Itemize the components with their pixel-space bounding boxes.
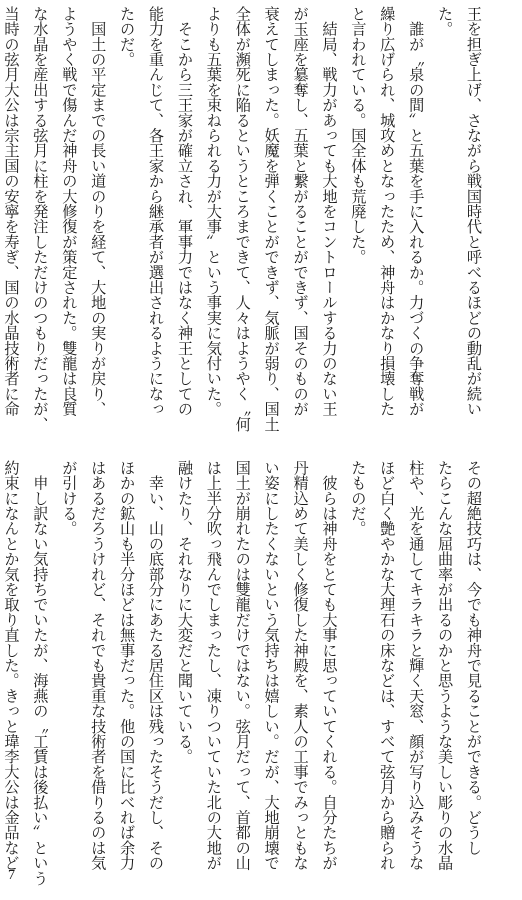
text-column: が引ける。 bbox=[60, 460, 79, 536]
text-column: よりも五葉を束ねられる力が大事〟という事実に気付いた。 bbox=[204, 6, 223, 417]
text-column: ようやく戦で傷んだ神舟の大修復が策定された。雙龍は良質 bbox=[60, 6, 79, 417]
text-column: 国土が崩れたのは雙龍だけではない。弦月だって、首都の山 bbox=[233, 460, 252, 871]
text-column: が玉座を簒奪し、五葉と繋がることができず、国そのものが bbox=[291, 6, 310, 417]
text-column: 丹精込めて美しく修復した神殿を、素人の工事でみっともな bbox=[291, 460, 310, 871]
text-column: はあるだろうけれど、それでも貴重な技術者を借りるのは気 bbox=[89, 460, 108, 871]
text-column: い姿にしたくないという気持ちは嬉しい。だが、大地崩壊で bbox=[262, 460, 281, 871]
text-column: 彼らは神舟をとても大事に思っていてくれる。自分たちが bbox=[320, 460, 339, 871]
text-column: たらこんな屈曲率が出るのかと思うような美しい彫りの水晶 bbox=[436, 460, 455, 871]
text-column: な水晶を産出する弦月に柱を発注しただけのつもりだったが、 bbox=[31, 6, 50, 432]
page-number: 7 bbox=[8, 868, 15, 883]
text-column: 結局、戦力があっても大地をコントロールする力のない王 bbox=[320, 6, 339, 417]
lower-text-block bbox=[2, 460, 488, 886]
text-column: その超絶技巧は、今でも神舟で見ることができる。どうし bbox=[465, 460, 483, 856]
text-column: 王を担ぎ上げ、さながら戦国時代と呼べるほどの動乱が続い bbox=[465, 6, 483, 417]
text-column: と言われている。国全体も荒廃した。 bbox=[349, 6, 368, 265]
text-column: 当時の弦月大公は宗主国の安寧を寿ぎ、国の水晶技術者に命 bbox=[2, 6, 21, 417]
text-column: 国土の平定までの長い道のりを経て、大地の実りが戻り、 bbox=[89, 6, 108, 417]
text-column: たものだ。 bbox=[349, 460, 368, 536]
text-column: 幸い、山の底部分にあたる居住区は残ったそうだし、その bbox=[147, 460, 166, 871]
text-column: 約束になんとか気を取り直した。きっと瑋李大公は金品など bbox=[2, 460, 21, 871]
text-column: は上半分吹っ飛んでしまったし、凍りついていた北の大地が bbox=[204, 460, 223, 871]
text-column: 融けたり、それなりに大変だと聞いている。 bbox=[175, 460, 194, 764]
text-column: 誰が〝泉の間〟と五葉を手に入れるか。力づくの争奪戦が bbox=[407, 6, 426, 417]
text-column: 衰えてしまった。妖魔を弾くことができず、気脈が弱り、国土 bbox=[262, 6, 281, 432]
text-column: たのだ。 bbox=[118, 6, 137, 67]
text-column: そこから三王家が確立され、軍事力ではなく神王としての bbox=[175, 6, 194, 417]
text-column: 申し訳ない気持ちでいたが、海燕の〝工賃は後払い〟という bbox=[31, 460, 50, 886]
text-column: ほかの鉱山も半分ほどは無事だった。他の国に比べれば余力 bbox=[118, 460, 137, 871]
text-column: 柱や、光を通してキラキラと輝く天窓、顔が写り込みそうな bbox=[407, 460, 426, 871]
text-column: 全体が瀕死に陥るというところまできて、人々はようやく〝何 bbox=[233, 6, 252, 432]
text-column: 繰り広げられ、城攻めとなったため、神舟はかなり損壊した bbox=[378, 6, 397, 417]
upper-text-block bbox=[2, 6, 488, 432]
text-column: た。 bbox=[436, 6, 455, 37]
text-column: ほど白く艶やかな大理石の床などは、すべて弦月から贈られ bbox=[378, 460, 397, 871]
text-column: 能力を重んじて、各王家から継承者が選出されるようになっ bbox=[147, 6, 166, 417]
